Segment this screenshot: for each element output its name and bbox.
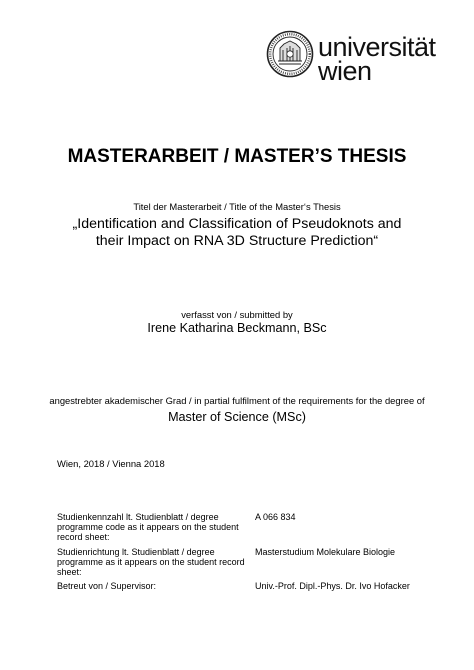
info-row-supervisor [57, 581, 427, 591]
university-seal-icon [266, 30, 314, 78]
info-label: Studienrichtung lt. Studienblatt / degree programme as it appears on the student record sheet: [57, 546, 245, 578]
info-row-programme [57, 547, 427, 578]
place-date: Wien, 2018 / Vienna 2018 [57, 458, 165, 469]
info-row-programme-code [57, 512, 427, 543]
university-logo [266, 30, 436, 90]
submitted-by-label: verfasst von / submitted by [181, 309, 293, 320]
thesis-title-label: Titel der Masterarbeit / Title of the Master‘s Thesis [133, 201, 341, 212]
degree-label: angestrebter akademischer Grad / in partial fulfilment of the requirements for the degree of [49, 395, 425, 406]
author-name: Irene Katharina Beckmann, BSc [147, 321, 327, 335]
university-name [318, 32, 436, 86]
degree-name: Master of Science (MSc) [168, 410, 306, 424]
university-name-line2: wien [318, 56, 372, 86]
document-type-title: MASTERARBEIT / MASTER’S THESIS [67, 146, 407, 167]
programme-info [57, 512, 427, 595]
info-label: Studienkennzahl lt. Studienblatt / degree programme code as it appears on the student record sheet: [57, 512, 239, 543]
info-value: A 066 834 [255, 512, 296, 522]
thesis-title: „Identification and Classification of Pseudoknots and their Impact on RNA 3D Structure Prediction“ [72, 216, 402, 249]
info-value: Masterstudium Molekulare Biologie [255, 546, 396, 557]
info-label: Betreut von / Supervisor: [57, 581, 157, 592]
university-name-line1: universität [318, 32, 436, 62]
info-value: Univ.-Prof. Dipl.-Phys. Dr. Ivo Hofacker [255, 581, 410, 592]
